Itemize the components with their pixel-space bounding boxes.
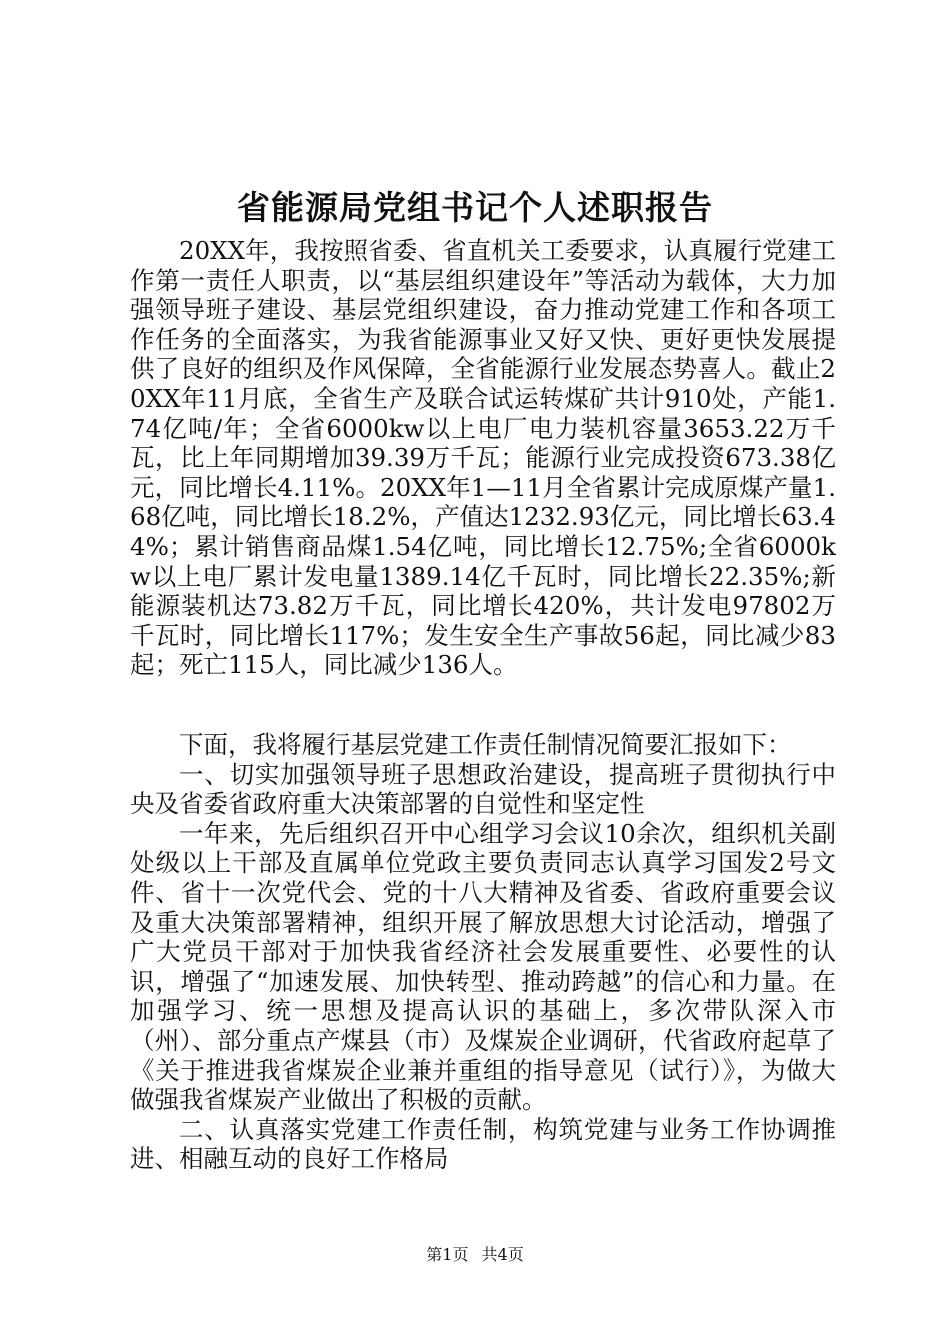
paragraph-report-lead: 下面，我将履行基层党建工作责任制情况简要汇报如下： xyxy=(179,730,792,759)
section-heading-1: 一、切实加强领导班子思想政治建设，提高班子贯彻执行中央及省委省政府重大决策部署的自觉性和坚定性 xyxy=(130,759,836,819)
body-section-2 xyxy=(130,730,836,1174)
paragraph-intro: 20XX年，我按照省委、省直机关工委要求，认真履行党建工作第一责任人职责，以“基层组织建设年”等活动为载体，大力加强领导班子建设、基层党组织建设，奋力推动党建工作和各项工作任务的全面落实，为我省能源事业又好又快、更好更快发展提供了良好的组织及作风保障，全省能源行业发展态势喜人。截止20XX年11月底，全省生产及联合试运转煤矿共计910处，产能1.74亿吨/年；全省6000kw以上电厂电力装机容量3653.22万千瓦，比上年同期增加39.39万千瓦；能源行业完成投资673.38亿元，同比增长4.11%。20XX年1—11月全省累计完成原煤产量1.68亿吨，同比增长18.2%，产值达1232.93亿元，同比增长63.44%；累计销售商品煤1.54亿吨，同比增长12.75%;全省6000kw以上电厂累计发电量1389.14亿千瓦时，同比增长22.35%;新能源装机达73.82万千瓦，同比增长420%，共计发电97802万千瓦时，同比增长117%；发生安全生产事故56起，同比减少83起；死亡115人，同比减少136人。 xyxy=(130,236,836,680)
document-title: 省能源局党组书记个人述职报告 xyxy=(237,188,713,227)
section-heading-2: 二、认真落实党建工作责任制，构筑党建与业务工作协调推进、相融互动的良好工作格局 xyxy=(130,1114,836,1174)
page-footer xyxy=(0,1243,950,1267)
page-number: 第1页 xyxy=(426,1245,469,1264)
paragraph-section-1: 一年来，先后组织召开中心组学习会议10余次，组织机关副处级以上干部及直属单位党政主要负责同志认真学习国发2号文件、省十一次党代会、党的十八大精神及省委、省政府重要会议及重大决策部署精神，组织开展了解放思想大讨论活动，增强了广大党员干部对于加快我省经济社会发展重要性、必要性的认识，增强了“加速发展、加快转型、推动跨越”的信心和力量。在加强学习、统一思想及提高认识的基础上，多次带队深入市（州）、部分重点产煤县（市）及煤炭企业调研，代省政府起草了《关于推进我省煤炭企业兼并重组的指导意见（试行）》，为做大做强我省煤炭产业做出了积极的贡献。 xyxy=(130,818,836,1115)
body-section-1 xyxy=(130,236,836,680)
page-total: 共4页 xyxy=(481,1245,524,1264)
